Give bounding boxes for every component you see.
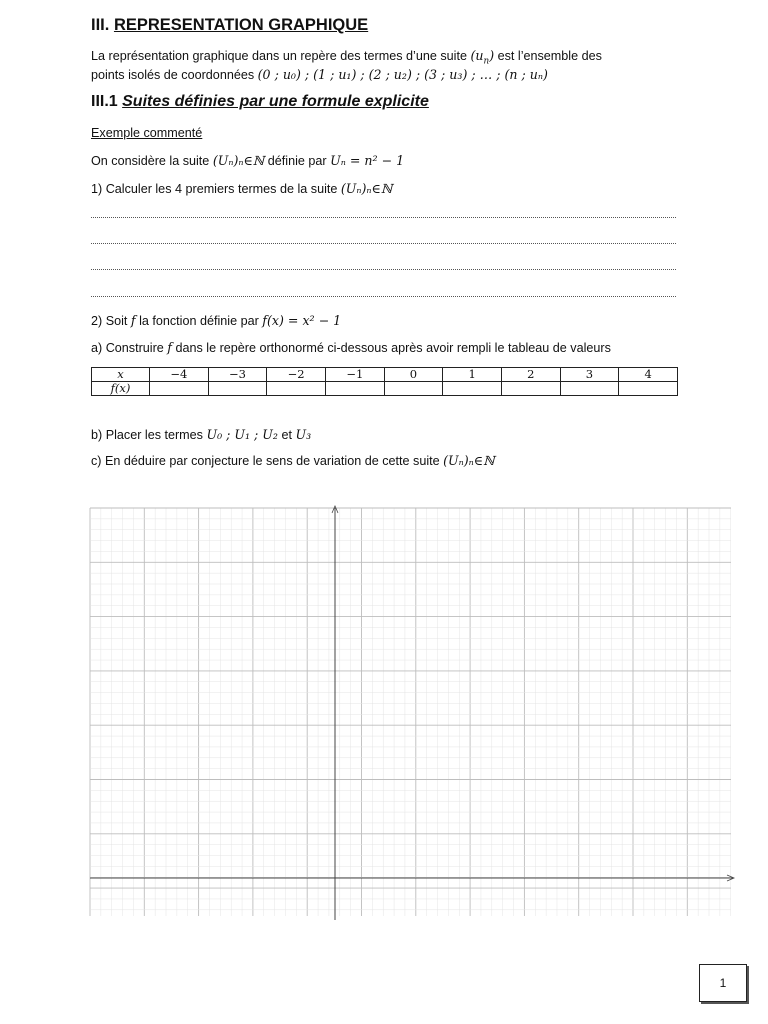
x-cell: 4 — [619, 368, 678, 382]
grid-lines — [90, 508, 731, 916]
subsection-title-text: Suites définies par une formule explicite — [122, 93, 429, 110]
x-cell: 0 — [384, 368, 443, 382]
question-2c: c) En déduire par conjecture le sens de variation de cette suite (Uₙ)ₙ∈ℕ — [91, 453, 495, 468]
seq-un: $(u_n)$ — [470, 48, 495, 67]
fx-label-cell: f(x) — [92, 382, 150, 396]
x-cell: 1 — [443, 368, 502, 382]
example-title: Exemple commenté — [91, 126, 203, 140]
x-cell: −2 — [267, 368, 326, 382]
page-number: 1 — [699, 964, 747, 1002]
intro-line-1: La représentation graphique dans un repère des termes d’une suite $(u_n)$ est l’ensemble des — [91, 48, 602, 67]
question-2b: b) Placer les termes U₀ ; U₁ ; U₂ et U₃ — [91, 427, 312, 442]
x-cell: 3 — [560, 368, 619, 382]
section-number: III. — [91, 16, 110, 34]
intro-line-2: points isolés de coordonnées (0 ; u₀) ; (1 ; u₁) ; (2 ; u₂) ; (3 ; u₃) ; … ; (n ; uₙ) — [91, 67, 548, 82]
question-1: 1) Calculer les 4 premiers termes de la suite (Uₙ)ₙ∈ℕ — [91, 181, 393, 196]
subsection-number: III.1 — [91, 93, 123, 110]
x-label-cell: x — [92, 368, 150, 382]
x-cell: 2 — [501, 368, 560, 382]
coordinates-list: (0 ; u₀) ; (1 ; u₁) ; (2 ; u₂) ; (3 ; u₃) ; … ; (n ; uₙ) — [257, 67, 548, 82]
question-2: 2) Soit f la fonction définie par f(x) = x² − 1 — [91, 313, 342, 328]
x-cell: −1 — [325, 368, 384, 382]
section-title-text: REPRESENTATION GRAPHIQUE — [113, 16, 369, 34]
x-cell: −4 — [150, 368, 209, 382]
question-2a: a) Construire f dans le repère orthonormé ci-dessous après avoir rempli le tableau de valeurs — [91, 340, 611, 355]
consider-line: On considère la suite (Uₙ)ₙ∈ℕ définie par Uₙ = n² − 1 — [91, 153, 405, 168]
x-cell: −3 — [208, 368, 267, 382]
